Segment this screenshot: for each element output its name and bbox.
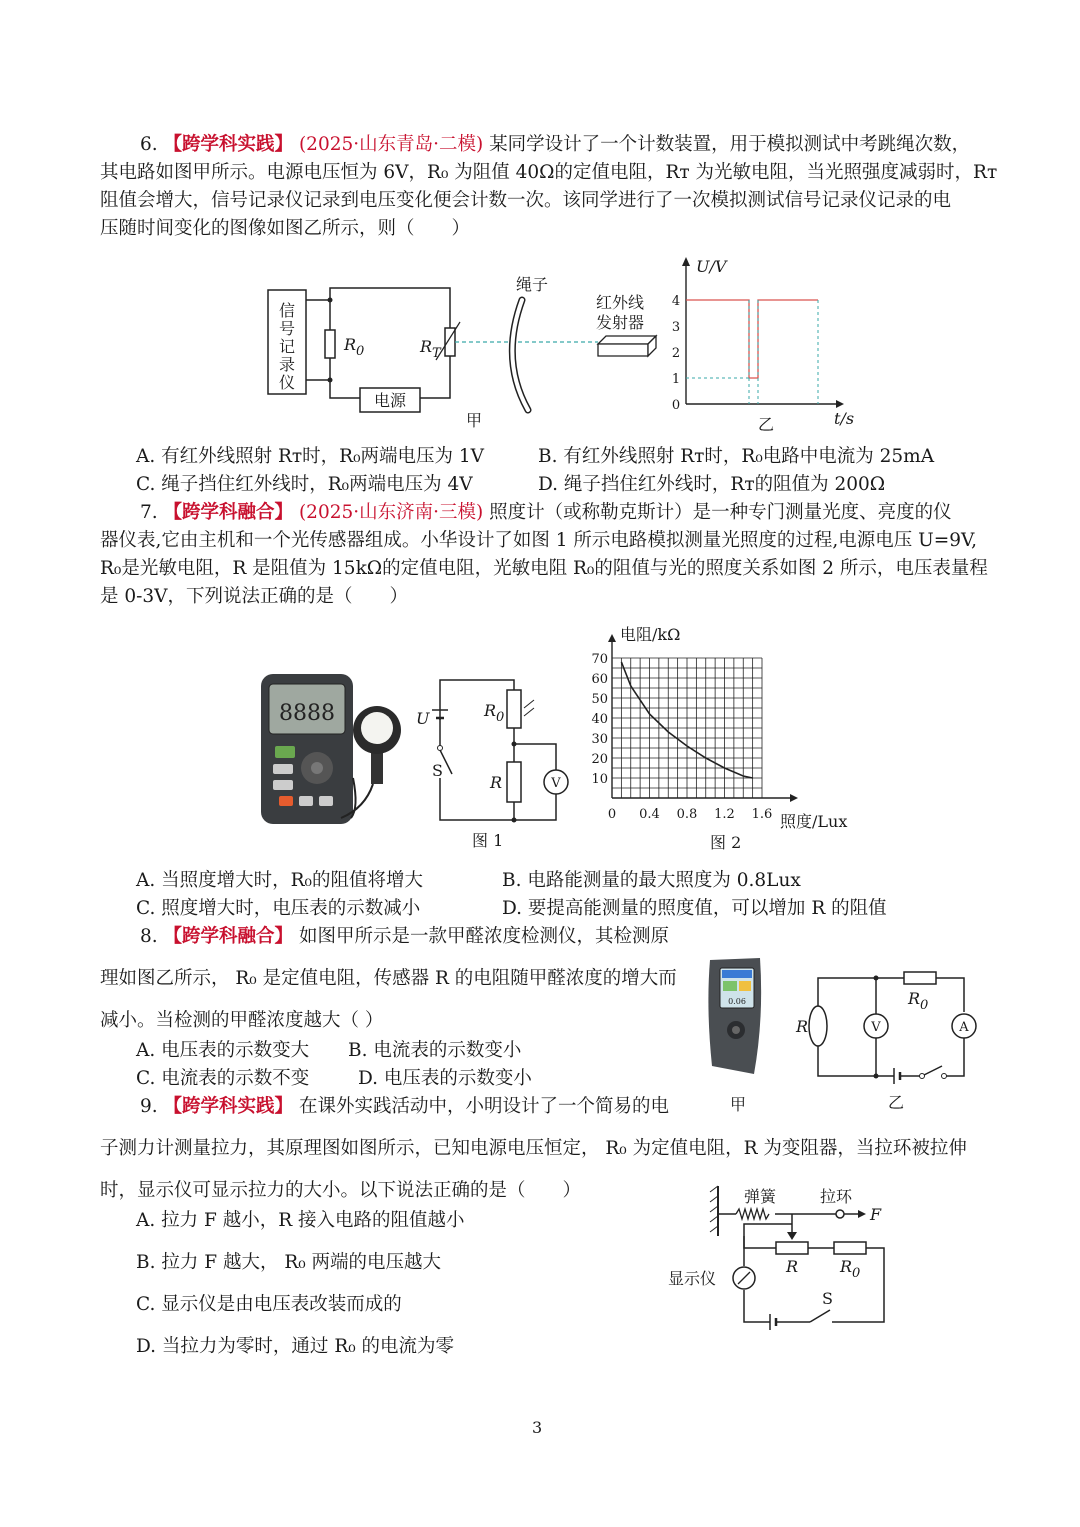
q8-tag: 【跨学科融合】 (163, 926, 294, 947)
q8-circuit-yi (790, 966, 990, 1116)
q9-option-c[interactable]: C. 显示仪是由电压表改装而成的 (136, 1294, 402, 1315)
q9-r0-resistor (834, 1242, 866, 1254)
q6-circuit-jia (260, 260, 680, 430)
q9-tag: 【跨学科实践】 (163, 1096, 294, 1117)
q6-label-yi: 乙 (758, 415, 775, 434)
q7-r0-resistor (507, 690, 521, 728)
q8-text-1: 如图甲所示是一款甲醛浓度检测仪，其检测原 (298, 926, 669, 947)
q7-voltmeter-label: V (551, 776, 561, 791)
q9-display-label: 显示仪 (668, 1269, 717, 1288)
q6-r0-label: $R_0$ (344, 335, 365, 359)
q6-line3: 阻值会增大，信号记录仪记录到电压变化便会计数一次。该同学进行了一次模拟测试信号记录仪记录的电 (100, 190, 952, 211)
q6-line4: 压随时间变化的图像如图乙所示，则（ ） (100, 218, 471, 239)
q9-s-label: S (822, 1289, 833, 1308)
q6-option-d[interactable]: D. 绳子挡住红外线时，Rᴛ的阻值为 200Ω (538, 474, 886, 495)
q6-option-c[interactable]: C. 绳子挡住红外线时，R₀两端电压为 4V (136, 474, 473, 495)
q8-r0-resistor (904, 972, 936, 984)
q7-line1 (140, 500, 952, 526)
q9-option-d[interactable]: D. 当拉力为零时，通过 R₀ 的电流为零 (136, 1336, 455, 1357)
lux-xtick: 0.8 (676, 807, 698, 822)
q6-text-1: 某同学设计了一个计数装置，用于模拟测试中考跳绳次数， (489, 134, 971, 155)
ut-series-line (686, 300, 818, 378)
q6-graph-yi (666, 254, 856, 434)
q9-force-meter-circuit (660, 1180, 900, 1340)
q9-r0-label: $R_0$ (840, 1257, 861, 1281)
q9-line3: 时，显示仪可显示拉力的大小。以下说法正确的是（ ） (100, 1180, 582, 1201)
q8-line3: 减小。当检测的甲醛浓度越大（ ） (100, 1010, 384, 1031)
q9-number: 9. (140, 1096, 158, 1117)
q9-r-label: R (786, 1257, 799, 1276)
ut-ytick: 1 (671, 372, 681, 387)
ut-ytick: 2 (671, 346, 681, 361)
q6-graph-plot (672, 294, 818, 413)
q9-slider (787, 1232, 797, 1240)
ut-ytick: 0 (671, 398, 681, 413)
ut-ytick: 4 (671, 294, 681, 309)
q6-tag: 【跨学科实践】 (163, 134, 294, 155)
q9-pull-ring (836, 1210, 844, 1218)
q7-text-1: 照度计（或称勒克斯计）是一种专门测量光度、亮度的仪 (489, 502, 952, 523)
q7-line4: 是 0-3V，下列说法正确的是（ ） (100, 586, 409, 607)
q7-graph-fig2 (580, 622, 870, 854)
lux-y-arrow (608, 634, 616, 642)
q7-graph-ylabel: 电阻/kΩ (620, 625, 681, 644)
q8-switch (924, 1066, 942, 1075)
q7-circuit-fig1 (410, 650, 580, 850)
q7-tag: 【跨学科融合】 (163, 502, 294, 523)
q9-force-label: F (870, 1205, 882, 1224)
q6-rt-label: $R_T$ (420, 337, 441, 361)
q7-meter-display: 8888 (279, 701, 335, 726)
q7-number: 7. (140, 502, 158, 523)
q8-option-a[interactable]: A. 电压表的示数变大 (136, 1040, 310, 1061)
q6-source: (2025·山东青岛·二模) (298, 134, 484, 155)
q8-ammeter-label: A (959, 1020, 969, 1035)
q7-lux-meter-photo (255, 668, 415, 828)
q7-graph-xlabel: 照度/Lux (780, 812, 848, 831)
q8-option-d[interactable]: D. 电压表的示数变小 (358, 1068, 532, 1089)
q9-r-rheostat (776, 1242, 808, 1254)
q7-r-label: R (490, 773, 503, 792)
q8-sensor-r (809, 1006, 827, 1046)
q6-graph-ylabel: U/V (696, 257, 727, 276)
q7-option-d[interactable]: D. 要提高能测量的照度值，可以增加 R 的阻值 (502, 898, 887, 919)
q7-graph-plot (591, 634, 798, 822)
q8-line2: 理如图乙所示， R₀ 是定值电阻，传感器 R 的电阻随甲醛浓度的增大而 (100, 968, 677, 989)
q7-r0-label: $R_0$ (484, 701, 505, 725)
q6-recorder-label: 信号记录仪 (278, 301, 296, 392)
page-number: 3 (532, 1418, 543, 1437)
lux-x-arrow (790, 794, 798, 802)
q6-emitter-top (598, 336, 656, 344)
q6-r0-resistor (325, 330, 335, 358)
q6-label-jia: 甲 (466, 411, 483, 430)
q7-caption-fig1: 图 1 (472, 831, 504, 850)
q7-line2: 器仪表,它由主机和一个光传感器组成。小华设计了如图 1 所示电路模拟测量光照度的过程,电源电压 U=9V, (100, 530, 978, 551)
lux-xtick: 0 (607, 807, 617, 822)
q9-ring-label: 拉环 (820, 1187, 853, 1206)
q8-label-yi: 乙 (888, 1093, 905, 1112)
ut-ytick: 3 (671, 320, 681, 335)
lux-ytick: 10 (591, 772, 608, 787)
q7-line3: R₀是光敏电阻，R 是阻值为 15kΩ的定值电阻，光敏电阻 R₀的阻值与光的照度关系如图 2 所示，电压表量程 (100, 558, 988, 579)
q9-option-a[interactable]: A. 拉力 F 越小，R 接入电路的阻值越小 (136, 1210, 465, 1231)
q8-voltmeter-label: V (871, 1020, 881, 1035)
q7-u-label: U (416, 709, 430, 728)
q9-line1 (140, 1094, 669, 1120)
q6-power-label: 电源 (373, 391, 407, 410)
lux-xtick: 1.2 (714, 807, 735, 822)
q7-option-a[interactable]: A. 当照度增大时，R₀的阻值将增大 (136, 870, 423, 891)
q6-option-b[interactable]: B. 有红外线照射 Rᴛ时，R₀电路中电流为 25mA (538, 446, 935, 467)
q6-option-a[interactable]: A. 有红外线照射 Rᴛ时，R₀两端电压为 1V (136, 446, 485, 467)
q8-device-screen-value: 0.06 (728, 997, 746, 1006)
q8-option-b[interactable]: B. 电流表的示数变小 (348, 1040, 522, 1061)
q6-number: 6. (140, 134, 158, 155)
q8-option-c[interactable]: C. 电流表的示数不变 (136, 1068, 310, 1089)
q6-emitter-label-1: 红外线 (595, 293, 645, 312)
q7-s-label: S (432, 761, 443, 780)
q6-line2: 其电路如图甲所示。电源电压恒为 6V，R₀ 为阻值 40Ω的定值电阻，Rᴛ 为光敏电阻，当光照强度减弱时，Rᴛ (100, 162, 998, 183)
lux-ytick: 60 (591, 672, 608, 687)
lux-ytick: 40 (591, 712, 608, 727)
q7-option-b[interactable]: B. 电路能测量的最大照度为 0.8Lux (502, 870, 801, 891)
lux-xtick: 1.6 (751, 807, 773, 822)
q8-line1 (140, 924, 669, 950)
q7-source: (2025·山东济南·三模) (298, 502, 484, 523)
q6-line1 (140, 132, 970, 158)
q8-number: 8. (140, 926, 158, 947)
q9-switch (810, 1310, 830, 1322)
q8-label-jia: 甲 (730, 1095, 747, 1113)
q9-line2: 子测力计测量拉力，其原理图如图所示，已知电源电压恒定， R₀ 为定值电阻，R 为变阻器，当拉环被拉伸 (100, 1138, 967, 1159)
lux-xtick: 0.4 (639, 807, 660, 822)
q9-option-b[interactable]: B. 拉力 F 越大， R₀ 两端的电压越大 (136, 1252, 442, 1273)
q7-caption-fig2: 图 2 (710, 833, 742, 852)
q8-r0-label: $R_0$ (908, 989, 929, 1013)
q9-spring (736, 1209, 769, 1219)
lux-ytick: 30 (591, 732, 608, 747)
q6-emitter-label-2: 发射器 (595, 313, 645, 332)
q9-text-1: 在课外实践活动中，小明设计了一个简易的电 (298, 1096, 669, 1117)
q9-spring-label: 弹簧 (744, 1187, 777, 1206)
q6-graph-xlabel: t/s (834, 409, 855, 428)
q7-option-c[interactable]: C. 照度增大时，电压表的示数减小 (136, 898, 421, 919)
lux-ytick: 50 (591, 692, 608, 707)
lux-ytick: 70 (591, 652, 608, 667)
lux-ytick: 20 (591, 752, 608, 767)
q6-rope-label: 绳子 (515, 275, 549, 294)
q8-device-photo (690, 948, 790, 1113)
q8-r-label: R (796, 1017, 809, 1036)
q7-r-resistor (507, 762, 521, 802)
